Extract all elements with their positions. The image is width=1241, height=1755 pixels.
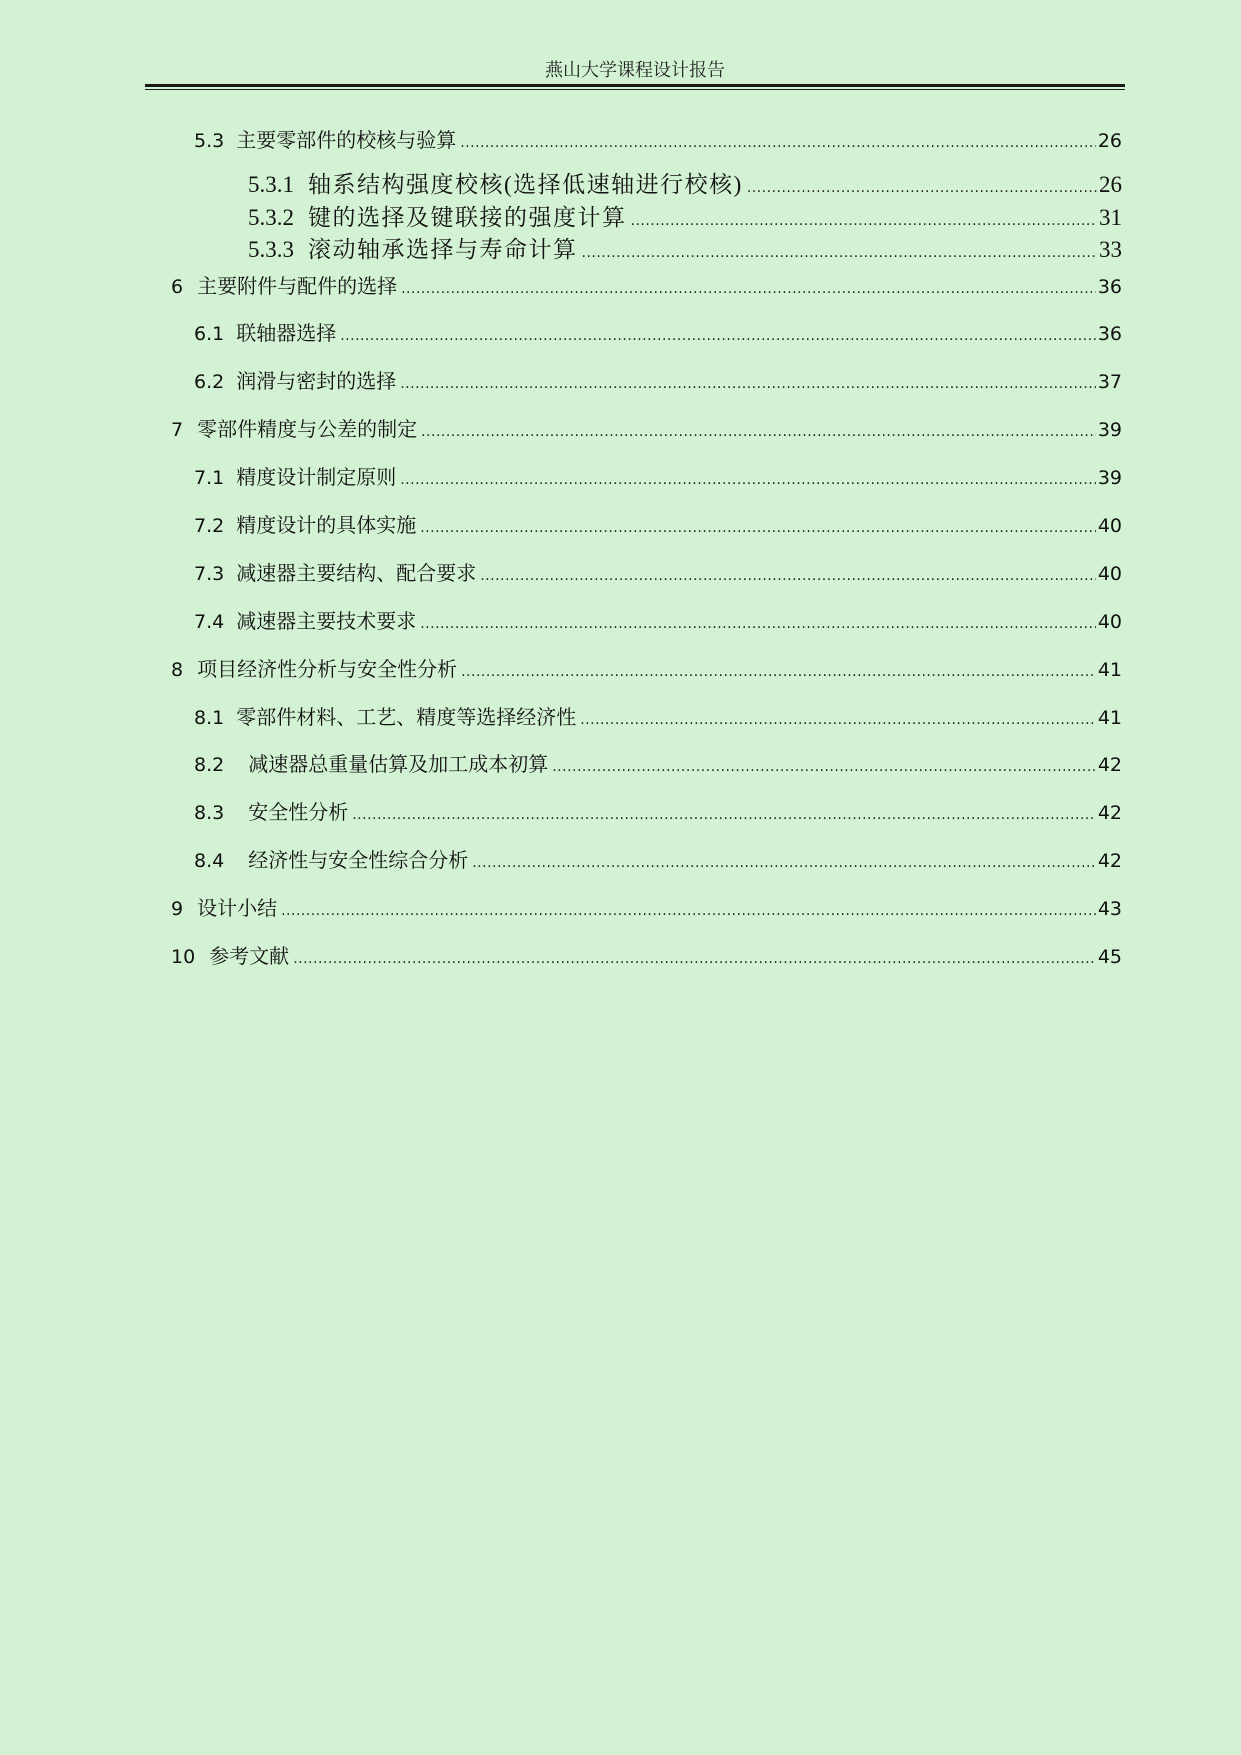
toc-entry[interactable] xyxy=(248,231,1122,264)
toc-entry-title: 轴系结构强度校核(选择低速轴进行校核) xyxy=(308,172,743,197)
toc-dot-leader xyxy=(281,903,1096,919)
toc-entry-title: 主要零部件的校核与验算 xyxy=(236,128,457,152)
toc-entry-title: 经济性与安全性综合分析 xyxy=(248,848,469,872)
toc-dot-leader xyxy=(352,807,1096,823)
toc-entry-title: 精度设计制定原则 xyxy=(236,465,397,489)
toc-entry[interactable] xyxy=(171,940,1122,969)
toc-entry-title: 精度设计的具体实施 xyxy=(236,513,417,537)
toc-entry[interactable] xyxy=(194,124,1122,153)
toc-entry[interactable] xyxy=(248,199,1122,232)
toc-entry-title: 润滑与密封的选择 xyxy=(236,369,397,393)
toc-entry-page: 37 xyxy=(1097,371,1122,393)
toc-entry[interactable] xyxy=(171,270,1122,299)
toc-entry-title: 键的选择及键联接的强度计算 xyxy=(308,205,627,230)
toc-entry-page: 41 xyxy=(1097,659,1122,681)
toc-entry[interactable] xyxy=(171,653,1122,682)
toc-dot-leader xyxy=(293,951,1096,967)
toc-entry-number: 5.3.3 xyxy=(248,237,294,262)
toc-dot-leader xyxy=(460,135,1096,151)
toc-entry-page: 42 xyxy=(1097,754,1122,776)
toc-entry[interactable] xyxy=(194,365,1122,394)
toc-entry-number: 9 xyxy=(171,898,184,920)
toc-entry-page: 26 xyxy=(1099,172,1122,197)
toc-dot-leader xyxy=(420,520,1096,536)
toc-entry[interactable] xyxy=(171,413,1122,442)
toc-entry[interactable] xyxy=(171,892,1122,921)
toc-dot-leader xyxy=(421,424,1096,440)
toc-entry-page: 39 xyxy=(1097,419,1122,441)
toc-entry-title: 滚动轴承选择与寿命计算 xyxy=(308,237,578,262)
toc-entry-title: 设计小结 xyxy=(197,896,278,920)
toc-entry[interactable] xyxy=(194,461,1122,490)
toc-entry-title: 项目经济性分析与安全性分析 xyxy=(197,657,458,681)
toc-entry-title: 参考文献 xyxy=(209,944,290,968)
toc-dot-leader xyxy=(552,759,1096,775)
toc-entry-number: 5.3.1 xyxy=(248,172,294,197)
toc-entry-number: 8.4 xyxy=(194,850,225,872)
toc-entry[interactable] xyxy=(194,509,1122,538)
toc-entry-page: 39 xyxy=(1097,467,1122,489)
toc-dot-leader xyxy=(461,664,1096,680)
toc-entry-title: 零部件精度与公差的制定 xyxy=(197,417,418,441)
toc-entry-page: 40 xyxy=(1097,611,1122,633)
toc-dot-leader xyxy=(340,328,1096,344)
toc-entry-page: 42 xyxy=(1097,850,1122,872)
toc-entry-page: 36 xyxy=(1097,323,1122,345)
toc-entry-number: 5.3.2 xyxy=(248,205,294,230)
toc-entry-page: 45 xyxy=(1097,946,1122,968)
toc-dot-leader xyxy=(631,213,1098,229)
page-header: 燕山大学课程设计报告 xyxy=(545,60,725,81)
toc-entry-page: 43 xyxy=(1097,898,1122,920)
toc-entry[interactable] xyxy=(248,166,1122,199)
toc-entry-number: 7.2 xyxy=(194,515,225,537)
toc-dot-leader xyxy=(420,616,1096,632)
toc-entry[interactable] xyxy=(194,557,1122,586)
toc-entry[interactable] xyxy=(194,317,1122,346)
toc-entry-page: 42 xyxy=(1097,802,1122,824)
toc-entry-page: 40 xyxy=(1097,563,1122,585)
toc-dot-leader xyxy=(401,281,1096,297)
toc-entry-title: 联轴器选择 xyxy=(236,321,337,345)
toc-entry-title: 主要附件与配件的选择 xyxy=(197,274,398,298)
toc-entry[interactable] xyxy=(194,701,1122,730)
toc-entry-number: 5.3 xyxy=(194,130,225,152)
toc-entry-page: 41 xyxy=(1097,707,1122,729)
toc-entry-title: 零部件材料、工艺、精度等选择经济性 xyxy=(236,705,577,729)
toc-entry-number: 6.1 xyxy=(194,323,225,345)
toc-dot-leader xyxy=(400,376,1096,392)
toc-entry[interactable] xyxy=(194,748,1122,777)
toc-entry-number: 7.1 xyxy=(194,467,225,489)
toc-entry-number: 8 xyxy=(171,659,184,681)
toc-entry-number: 7 xyxy=(171,419,184,441)
toc-dot-leader xyxy=(747,180,1097,196)
toc-entry-page: 26 xyxy=(1097,130,1122,152)
toc-entry-page: 31 xyxy=(1099,205,1122,230)
toc-entry-number: 6 xyxy=(171,276,184,298)
toc-dot-leader xyxy=(400,472,1096,488)
toc-entry-number: 8.2 xyxy=(194,754,225,776)
toc-entry[interactable] xyxy=(194,844,1122,873)
toc-entry-number: 7.4 xyxy=(194,611,225,633)
toc-entry-page: 33 xyxy=(1099,237,1122,262)
toc-dot-leader xyxy=(480,568,1096,584)
toc-entry-number: 8.3 xyxy=(194,802,225,824)
toc-entry-title: 安全性分析 xyxy=(248,800,349,824)
toc-entry-number: 10 xyxy=(171,946,196,968)
toc-entry-title: 减速器主要结构、配合要求 xyxy=(236,561,477,585)
toc-entry[interactable] xyxy=(194,605,1122,634)
toc-entry-page: 40 xyxy=(1097,515,1122,537)
toc-entry-number: 6.2 xyxy=(194,371,225,393)
toc-entry-number: 8.1 xyxy=(194,707,225,729)
toc-dot-leader xyxy=(580,712,1096,728)
toc-dot-leader xyxy=(582,245,1098,261)
toc-entry-page: 36 xyxy=(1097,276,1122,298)
toc-entry-number: 7.3 xyxy=(194,563,225,585)
toc-entry-title: 减速器总重量估算及加工成本初算 xyxy=(248,752,549,776)
toc-entry[interactable] xyxy=(194,796,1122,825)
toc-entry-title: 减速器主要技术要求 xyxy=(236,609,417,633)
toc-dot-leader xyxy=(472,855,1096,871)
